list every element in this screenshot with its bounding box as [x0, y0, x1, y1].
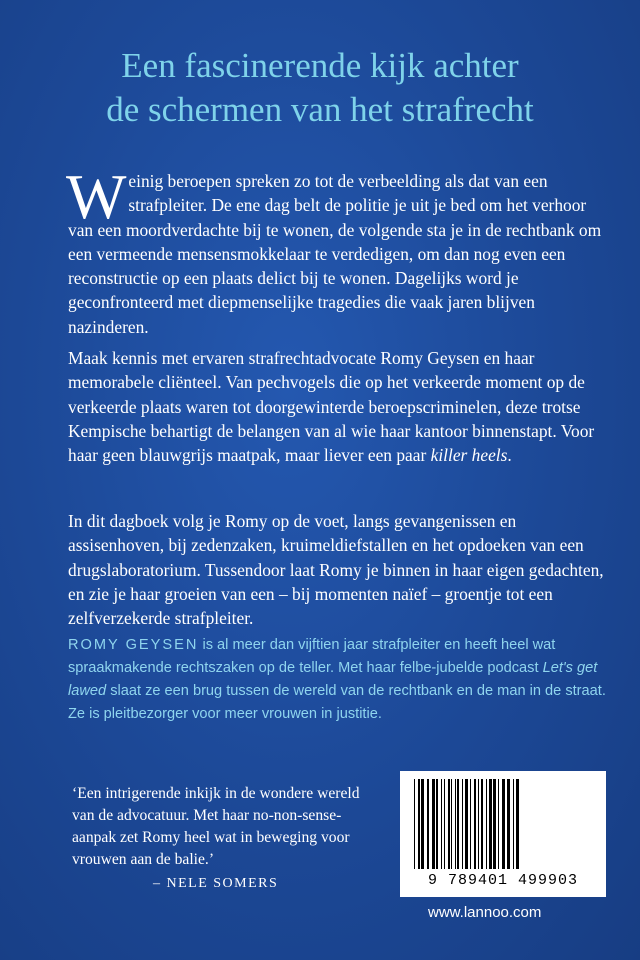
- blurb-paragraph-2: [68, 346, 608, 467]
- bio-text-2: slaat ze een brug tussen de wereld van de rechtbank en de man in de straat. Ze is pleitbezorger voor meer vrouwen in justitie.: [68, 683, 606, 722]
- barcode-bar: [470, 779, 471, 869]
- barcode-bar: [462, 779, 463, 869]
- barcode-bar: [502, 779, 505, 869]
- bio-text-1: is al meer dan vijftien jaar strafpleiter en heeft heel wat spraakmakende rechtszaken op de teller. Met haar felbe-jubelde podcast: [68, 637, 556, 676]
- headline-line-2: de schermen van het strafrecht: [106, 90, 534, 129]
- isbn-barcode: [400, 771, 606, 897]
- endorsement-quote: ‘Een intrigerende inkijk in de wondere wereld van de advocatuur. Met haar no-non-sense-aanpak zet Romy heel wat in beweging voor vrouwen aan de balie.’: [72, 785, 360, 868]
- barcode-bar: [432, 779, 435, 869]
- barcode-bar: [493, 779, 496, 869]
- barcode-bar: [498, 779, 499, 869]
- barcode-bar: [465, 779, 468, 869]
- barcode-bar: [418, 779, 420, 869]
- barcode-bar: [481, 779, 483, 869]
- quote-author: – NELE SOMERS: [153, 876, 279, 891]
- barcode-bar: [448, 779, 450, 869]
- drop-cap: W: [66, 161, 127, 232]
- headline-line-1: Een fascinerende kijk achter: [121, 46, 519, 85]
- barcode-bar: [516, 779, 519, 869]
- barcode-bar: [489, 779, 492, 869]
- blurb-paragraph-1: [66, 161, 608, 339]
- isbn-number: 9 789401 499903: [427, 872, 579, 889]
- podcast-title: Let's get lawed: [68, 660, 598, 699]
- barcode-bar: [486, 779, 487, 869]
- barcode-bar: [455, 779, 456, 869]
- barcode-bar: [451, 779, 452, 869]
- barcode-bar: [513, 779, 514, 869]
- barcode-bar: [427, 779, 429, 869]
- author-bio: [68, 634, 608, 726]
- paragraph-2-text: Maak kennis met ervaren strafrechtadvocate Romy Geysen en haar memorabele cliënteel. Van pechvogels die op het verkeerde moment op de verkeerde plaats waren tot doorgewinterde beroepscriminelen, deze trotse Kempische behartigt de belangen van al wie haar kantoor binnenstapt. Voor haar geen blauwgrijs maatpak, maar liever een paar: [68, 348, 595, 466]
- barcode-bar: [474, 779, 476, 869]
- barcode-bar: [414, 779, 415, 869]
- publisher-website: www.lannoo.com: [428, 904, 542, 921]
- barcode-bar: [478, 779, 479, 869]
- barcode-bar: [421, 779, 424, 869]
- paragraph-2-italic: killer heels: [430, 445, 508, 466]
- paragraph-1-text: einig beroepen spreken zo tot de verbeelding als dat van een strafpleiter. De ene dag belt de politie je uit je bed om het verhoor van een moordverdachte bij te wonen, de volgende sta je in de rechtbank om een vermeende mensensmokkelaar te verdedigen, om dan nog even een reconstructie op een plaats delict bij te wonen. Dagelijks word je geconfronteerd met diepmenselijke tragedies die vaak jaren blijven nazinderen.: [68, 171, 602, 337]
- barcode-bar: [457, 779, 459, 869]
- paragraph-3-text: In dit dagboek volg je Romy op de voet, langs gevangenissen en assisenhoven, bij zedenzaken, kruimeldiefstallen en het opdoeken van een drugslaboratorium. Tussendoor laat Romy je binnen in haar eigen gedachten, en zie je haar groeien van een – bij momenten naïef – groentje tot een zelfverzekerde strafpleiter.: [68, 511, 604, 629]
- barcode-bar: [441, 779, 442, 869]
- barcode-bars: [400, 771, 606, 871]
- barcode-bar: [444, 779, 445, 869]
- barcode-bar: [507, 779, 510, 869]
- barcode-bar: [436, 779, 438, 869]
- author-name: ROMY GEYSEN: [68, 637, 199, 653]
- back-cover-headline: [0, 44, 640, 132]
- paragraph-2-end: .: [507, 445, 512, 466]
- blurb-paragraph-3: [68, 509, 608, 630]
